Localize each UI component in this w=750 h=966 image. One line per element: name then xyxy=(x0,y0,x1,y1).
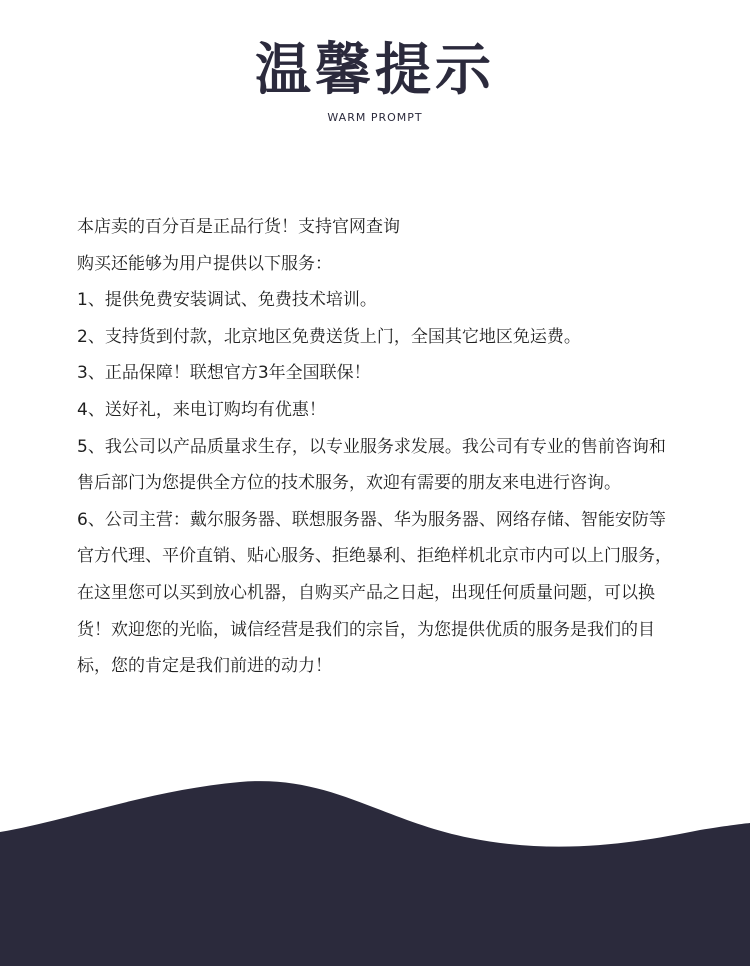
paragraph-item-5: 5、我公司以产品质量求生存，以专业服务求发展。我公司有专业的售前咨询和售后部门为您提供全方位的技术服务，欢迎有需要的朋友来电进行咨询。 xyxy=(77,436,666,494)
paragraph-item-2: 2、支持货到付款，北京地区免费送货上门，全国其它地区免运费。 xyxy=(77,326,581,347)
paragraph-item-6: 6、公司主营：戴尔服务器、联想服务器、华为服务器、网络存储、智能安防等官方代理、平价直销、贴心服务、拒绝暴利、拒绝样机北京市内可以上门服务，在这里您可以买到放心机器，自购买产品之日起，出现任何质量问题，可以换货！欢迎您的光临，诚信经营是我们的宗旨，为您提供优质的服务是我们的目标，您的肯定是我们前进的动力！ xyxy=(77,509,672,677)
wave-shape xyxy=(0,781,750,966)
notice-content xyxy=(77,209,677,685)
footer-wave-decoration xyxy=(0,760,750,966)
page-title: 温馨提示 xyxy=(255,38,495,103)
paragraph-item-1: 1、提供免费安装调试、免费技术培训。 xyxy=(77,290,377,311)
paragraph-services-intro: 购买还能够为用户提供以下服务： xyxy=(77,253,332,274)
page-subtitle: WARM PROMPT xyxy=(327,111,423,124)
paragraph-item-3: 3、正品保障！联想官方3年全国联保！ xyxy=(77,363,371,384)
paragraph-genuine: 本店卖的百分百是正品行货！支持官网查询 xyxy=(77,217,400,237)
paragraph-item-4: 4、送好礼，来电订购均有优惠！ xyxy=(77,399,326,420)
